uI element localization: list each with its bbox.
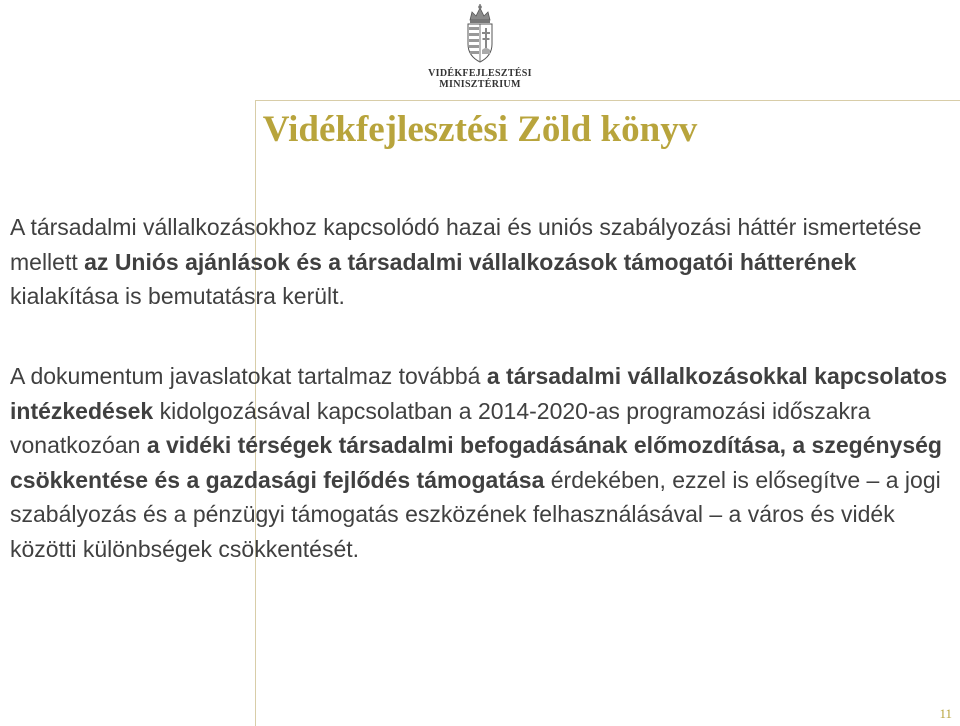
coat-of-arms-icon <box>463 4 497 66</box>
para2-run-4: a vidéki térségek társadalmi befogadásának előmozdítása, a szegénység csökkentése és a gazdasági fejlődés támogatása <box>10 432 942 493</box>
page-number: 11 <box>939 706 952 721</box>
logo-line-1: VIDÉKFEJLESZTÉSI <box>428 68 532 79</box>
para2-run-1: A dokumentum javaslatokat tartalmaz továbbá <box>10 363 487 389</box>
para2-run-2: a társadalmi vállalkozásokkal kapcsolatos intézkedések <box>10 363 948 424</box>
page-title: Vidékfejlesztési Zöld könyv <box>262 109 698 150</box>
ministry-logo <box>428 4 532 94</box>
frame-horizontal-line <box>255 100 960 101</box>
para1-run-3: kialakítása is bemutatásra került. <box>10 283 345 309</box>
para2-run-5: érdekében, ezzel is elősegítve – a jogi szabályozás és a pénzügyi támogatás eszközének felhasználásával – a város és vidék közötti különbségek csökkentését. <box>10 466 941 562</box>
para1-run-2: az Uniós ajánlások és a társadalmi vállalkozások támogatói hátterének <box>84 248 857 275</box>
paragraph-2 <box>10 359 955 566</box>
para1-run-1: A társadalmi vállalkozásokhoz kapcsolódó hazai és uniós szabályozási háttér ismertetése mellett <box>10 214 922 275</box>
paragraph-1 <box>10 210 955 314</box>
para2-run-3: kidolgozásával kapcsolatban a 2014-2020-as programozási időszakra vonatkozóan <box>10 397 871 458</box>
logo-line-2: MINISZTÉRIUM <box>439 79 521 90</box>
